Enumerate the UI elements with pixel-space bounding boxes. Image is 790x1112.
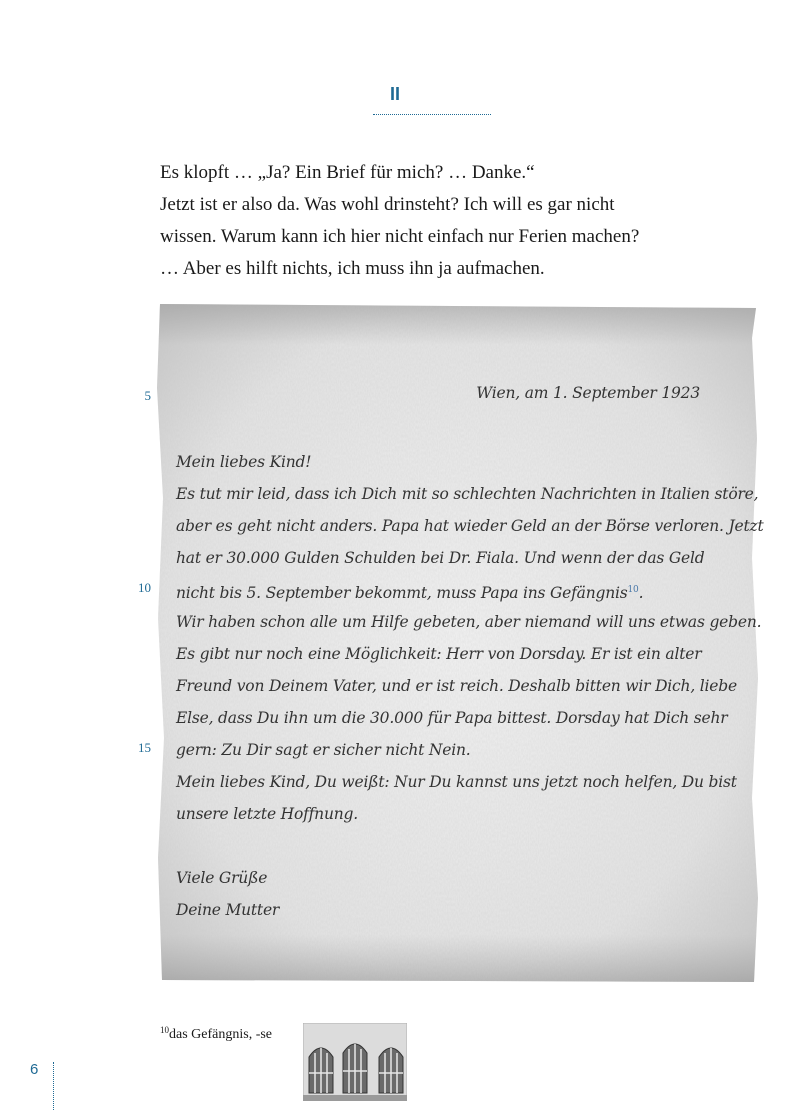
line-number: 10 — [138, 580, 151, 595]
letter-body — [176, 446, 764, 926]
letter-line: Wir haben schon alle um Hilfe gebeten, aber niemand will uns etwas geben. — [176, 613, 762, 631]
intro-text — [160, 157, 720, 285]
footnote-marker: 10 — [627, 585, 639, 595]
page-number: 6 — [30, 1061, 39, 1078]
footnote-text: das Gefängnis, -se — [169, 1027, 273, 1042]
chapter-heading: II — [389, 84, 400, 104]
chapter-divider — [373, 114, 491, 115]
intro-line: … Aber es hilft nichts, ich muss ihn ja aufmachen. — [160, 258, 545, 279]
letter-line: Es tut mir leid, dass ich Dich mit so schlechten Nachrichten in Italien störe, — [176, 485, 759, 503]
letter-line-punct: . — [638, 584, 644, 602]
letter-closing: Viele Grüße — [176, 869, 268, 887]
letter-line: unsere letzte Hoffnung. — [176, 805, 358, 823]
letter-line — [176, 574, 716, 606]
intro-line: Es klopft … „Ja? Ein Brief für mich? … Danke.“ — [160, 162, 535, 183]
line-number: 15 — [138, 740, 151, 755]
letter-line-text: nicht bis 5. September bekommt, muss Papa ins Gefängnis — [176, 584, 628, 602]
letter-line: Else, dass Du ihn um die 30.000 für Papa bittest. Dorsday hat Dich sehr — [176, 709, 728, 727]
letter-line: hat er 30.000 Gulden Schulden bei Dr. Fiala. Und wenn der das Geld — [176, 549, 705, 567]
letter-line: Freund von Deinem Vater, und er ist reich. Deshalb bitten wir Dich, liebe — [176, 677, 737, 695]
letter-date: Wien, am 1. September 1923 — [476, 384, 700, 402]
page-number-rule — [53, 1062, 54, 1110]
letter-line: gern: Zu Dir sagt er sicher nicht Nein. — [176, 741, 471, 759]
intro-line: Jetzt ist er also da. Was wohl drinsteht? Ich will es gar nicht — [160, 194, 615, 215]
footnote-number: 10 — [160, 1025, 169, 1035]
line-number: 5 — [144, 388, 151, 403]
intro-line: wissen. Warum kann ich hier nicht einfach nur Ferien machen? — [160, 226, 640, 247]
letter-line: Mein liebes Kind, Du weißt: Nur Du kannst uns jetzt noch helfen, Du bist — [176, 773, 737, 791]
footnote — [160, 1025, 272, 1043]
letter-signature: Deine Mutter — [176, 901, 280, 919]
letter-line: Es gibt nur noch eine Möglichkeit: Herr von Dorsday. Er ist ein alter — [176, 645, 702, 663]
letter-line: aber es geht nicht anders. Papa hat wieder Geld an der Börse verloren. Jetzt — [176, 517, 764, 535]
letter-salutation: Mein liebes Kind! — [176, 453, 312, 471]
prison-illustration — [303, 1023, 407, 1101]
